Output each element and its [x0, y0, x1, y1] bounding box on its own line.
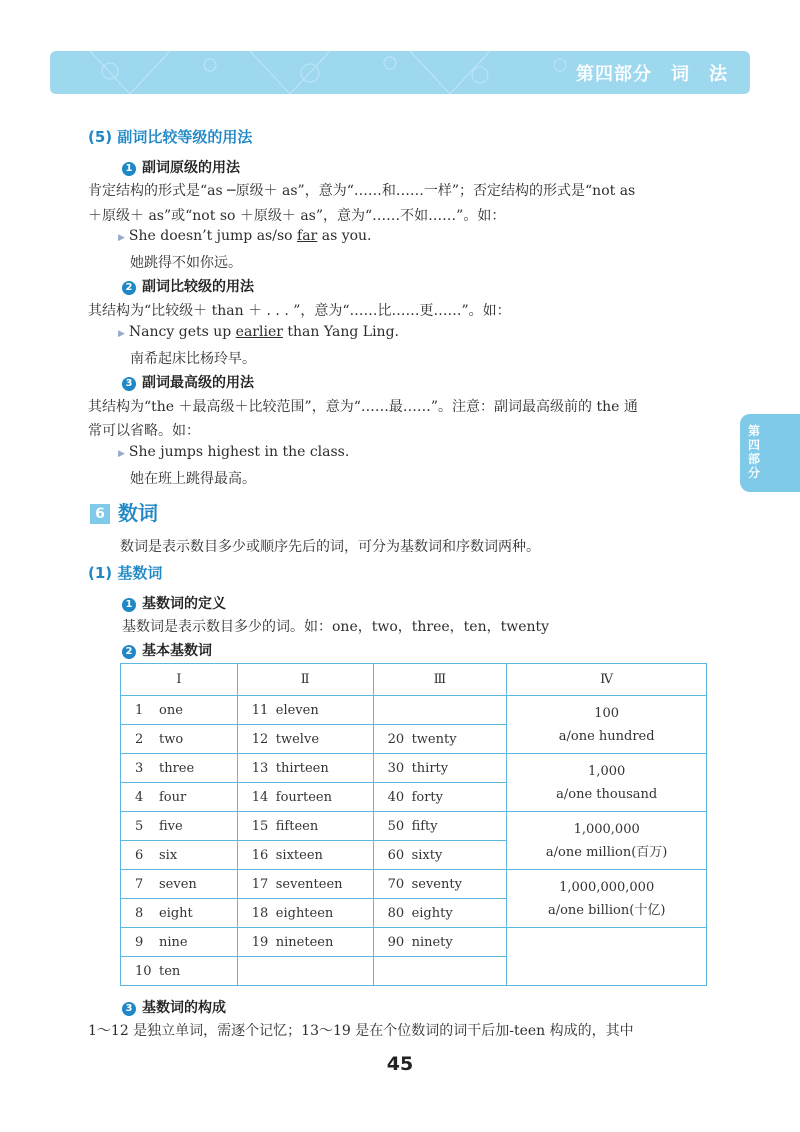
table-row	[121, 928, 707, 957]
section-5-heading: (5) 副词比较等级的用法	[88, 128, 253, 146]
table-cell: 17 seventeen	[237, 870, 373, 899]
table-cell: 60 sixty	[373, 841, 507, 870]
sub3-ex-translation: 她在班上跳得最高。	[130, 471, 256, 487]
table-cell: 18 eighteen	[237, 899, 373, 928]
basic-badge: 2	[122, 645, 136, 659]
table-cell-col4-empty	[507, 928, 707, 986]
sub2-title: 副词比较级的用法	[142, 279, 254, 295]
def-heading	[122, 593, 226, 613]
side-tab	[740, 414, 800, 492]
sub1-ex-underlined: far	[297, 228, 318, 244]
sub2-badge: 2	[122, 281, 136, 295]
table-cell: 16 sixteen	[237, 841, 373, 870]
sub3-line2: 常可以省略。如：	[88, 423, 200, 439]
sub3-line1: 其结构为“the ＋最高级＋比较范围”，意为“……最……”。注意：副词最高级前的 the 通	[88, 399, 638, 415]
sub3-title: 副词最高级的用法	[142, 375, 254, 391]
table-header-row	[121, 664, 707, 696]
sub1-badge: 1	[122, 162, 136, 176]
table-header: Ⅲ	[373, 664, 507, 696]
table-cell	[373, 696, 507, 725]
cardinal-table	[120, 663, 707, 986]
side-tab-label: 第四部分	[748, 424, 761, 480]
table-cell: 90 ninety	[373, 928, 507, 957]
section-6-intro: 数词是表示数目多少或顺序先后的词，可分为基数词和序数词两种。	[120, 539, 540, 555]
table-cell-col4: 1,000 a/one thousand	[507, 754, 707, 812]
table-cell: 6 six	[121, 841, 238, 870]
basic-title: 基本基数词	[142, 643, 212, 659]
table-row	[121, 696, 707, 725]
sub3-ex-text: She jumps highest in the class.	[128, 444, 350, 460]
table-cell: 12 twelve	[237, 725, 373, 754]
table-cell: 4 four	[121, 783, 238, 812]
sub3-heading	[122, 372, 254, 392]
sub1-line1: 肯定结构的形式是“as ─原级＋ as”，意为“……和……一样”；否定结构的形式是“not as	[88, 183, 636, 199]
sub2-ex-after: than Yang Ling.	[282, 324, 399, 340]
table-cell: 40 forty	[373, 783, 507, 812]
sub1-example	[118, 228, 372, 244]
sub3-badge: 3	[122, 377, 136, 391]
table-cell-col4: 100 a/one hundred	[507, 696, 707, 754]
table-cell: 80 eighty	[373, 899, 507, 928]
table-cell: 70 seventy	[373, 870, 507, 899]
sub2-example	[118, 324, 399, 340]
sub1-ex-after: as you.	[317, 228, 372, 244]
def-title: 基数词的定义	[142, 596, 226, 612]
sub1-ex-before: She doesn’t jump as/so	[128, 228, 298, 244]
bullet-triangle-icon: ▶	[118, 329, 125, 339]
section-6-heading	[90, 497, 158, 526]
table-cell	[237, 957, 373, 986]
table-cell: 30 thirty	[373, 754, 507, 783]
formation-heading	[122, 997, 226, 1017]
table-header: Ⅰ	[121, 664, 238, 696]
table-row	[121, 754, 707, 783]
table-cell: 19 nineteen	[237, 928, 373, 957]
table-row	[121, 812, 707, 841]
sub3-example	[118, 444, 349, 460]
table-cell: 8 eight	[121, 899, 238, 928]
sub2-ex-underlined: earlier	[235, 324, 283, 340]
bullet-triangle-icon: ▶	[118, 233, 125, 243]
table-cell: 50 fifty	[373, 812, 507, 841]
table-row	[121, 870, 707, 899]
table-cell: 15 fifteen	[237, 812, 373, 841]
table-header: Ⅱ	[237, 664, 373, 696]
sub2-heading	[122, 276, 254, 296]
page-header-banner	[50, 51, 750, 94]
table-cell-col4: 1,000,000 a/one million(百万)	[507, 812, 707, 870]
table-cell: 5 five	[121, 812, 238, 841]
basic-heading	[122, 640, 212, 660]
sub1-ex-translation: 她跳得不如你远。	[130, 255, 242, 271]
cardinal-heading: (1) 基数词	[88, 564, 163, 582]
sub2-line1: 其结构为“比较级＋ than ＋ . . . ”，意为“……比……更……”。如：	[88, 303, 511, 319]
formation-badge: 3	[122, 1002, 136, 1016]
table-cell: 11 eleven	[237, 696, 373, 725]
sub2-ex-translation: 南希起床比杨玲早。	[130, 351, 256, 367]
table-cell: 1 one	[121, 696, 238, 725]
formation-text: 1～12 是独立单词，需逐个记忆；13～19 是在个位数词的词干后加-teen 构成的，其中	[88, 1023, 634, 1039]
sub2-ex-before: Nancy gets up	[128, 324, 236, 340]
table-cell: 9 nine	[121, 928, 238, 957]
sub1-heading	[122, 157, 240, 177]
section-6-title: 数词	[118, 501, 158, 525]
section-6-badge: 6	[90, 504, 110, 524]
part-title: 第四部分 词 法	[576, 64, 728, 85]
def-text: 基数词是表示数目多少的词。如：one，two，three，ten，twenty	[122, 619, 550, 635]
page-number: 45	[386, 1053, 414, 1075]
table-cell: 13 thirteen	[237, 754, 373, 783]
table-cell: 2 two	[121, 725, 238, 754]
sub1-title: 副词原级的用法	[142, 160, 240, 176]
table-cell: 20 twenty	[373, 725, 507, 754]
table-cell: 3 three	[121, 754, 238, 783]
table-cell: 14 fourteen	[237, 783, 373, 812]
sub1-line2: ＋原级＋ as”或“not so ＋原级＋ as”，意为“……不如……”。如：	[88, 208, 506, 224]
def-badge: 1	[122, 598, 136, 612]
table-cell: 10 ten	[121, 957, 238, 986]
table-cell-col4: 1,000,000,000 a/one billion(十亿)	[507, 870, 707, 928]
formation-title: 基数词的构成	[142, 1000, 226, 1016]
bullet-triangle-icon: ▶	[118, 449, 125, 459]
table-cell	[373, 957, 507, 986]
table-cell: 7 seven	[121, 870, 238, 899]
table-header: Ⅳ	[507, 664, 707, 696]
